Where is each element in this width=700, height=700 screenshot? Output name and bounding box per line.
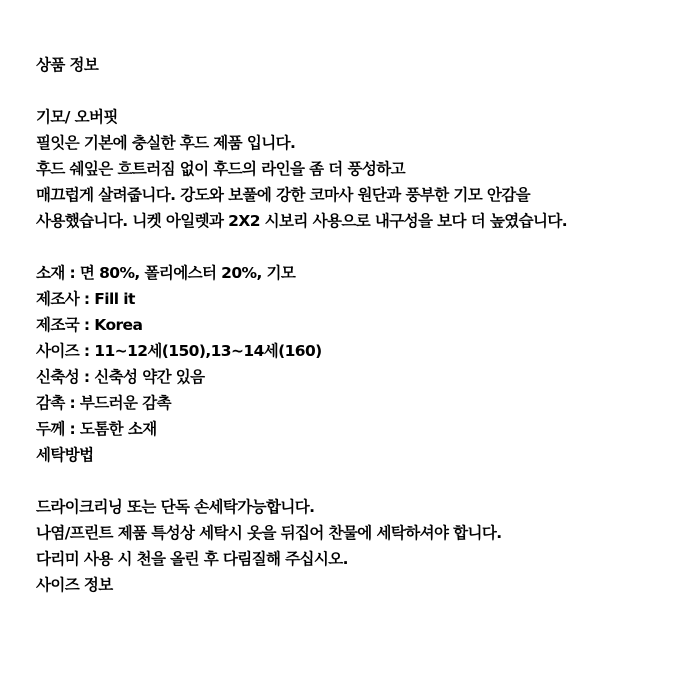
spec-texture: 감촉 : 부드러운 감촉 <box>36 394 171 412</box>
intro-line: 매끄럽게 살려줍니다. 강도와 보풀에 강한 코마사 원단과 풍부한 기모 안감을 <box>36 186 531 204</box>
care-line: 드라이크리닝 또는 단독 손세탁가능합니다. <box>36 498 315 516</box>
product-info-heading: 상품 정보 <box>36 56 99 74</box>
care-line: 나염/프린트 제품 특성상 세탁시 옷을 뒤집어 찬물에 세탁하셔야 합니다. <box>36 524 502 542</box>
intro-line: 후드 쉐잎은 흐트러짐 없이 후드의 라인을 좀 더 풍성하고 <box>36 160 405 178</box>
spec-stretch: 신축성 : 신축성 약간 있음 <box>36 368 205 386</box>
intro-line: 필잇은 기본에 충실한 후드 제품 입니다. <box>36 134 296 152</box>
intro-title: 기모/ 오버핏 <box>36 108 118 126</box>
spacer <box>36 468 676 494</box>
size-info-heading: 사이즈 정보 <box>36 576 113 594</box>
spec-country: 제조국 : Korea <box>36 316 143 334</box>
spec-manufacturer: 제조사 : Fill it <box>36 290 135 308</box>
spec-washing-heading: 세탁방법 <box>36 446 94 464</box>
spec-material: 소재 : 면 80%, 폴리에스터 20%, 기모 <box>36 264 296 282</box>
spacer <box>36 234 676 260</box>
intro-line: 사용했습니다. 니켓 아일렛과 2X2 시보리 사용으로 내구성을 보다 더 높였습니다. <box>36 212 568 230</box>
care-line: 다리미 사용 시 천을 올린 후 다림질해 주십시오. <box>36 550 348 568</box>
spec-size: 사이즈 : 11~12세(150),13~14세(160) <box>36 342 322 360</box>
spacer <box>36 78 676 104</box>
spec-thickness: 두께 : 도톰한 소재 <box>36 420 157 438</box>
product-description <box>36 52 676 598</box>
